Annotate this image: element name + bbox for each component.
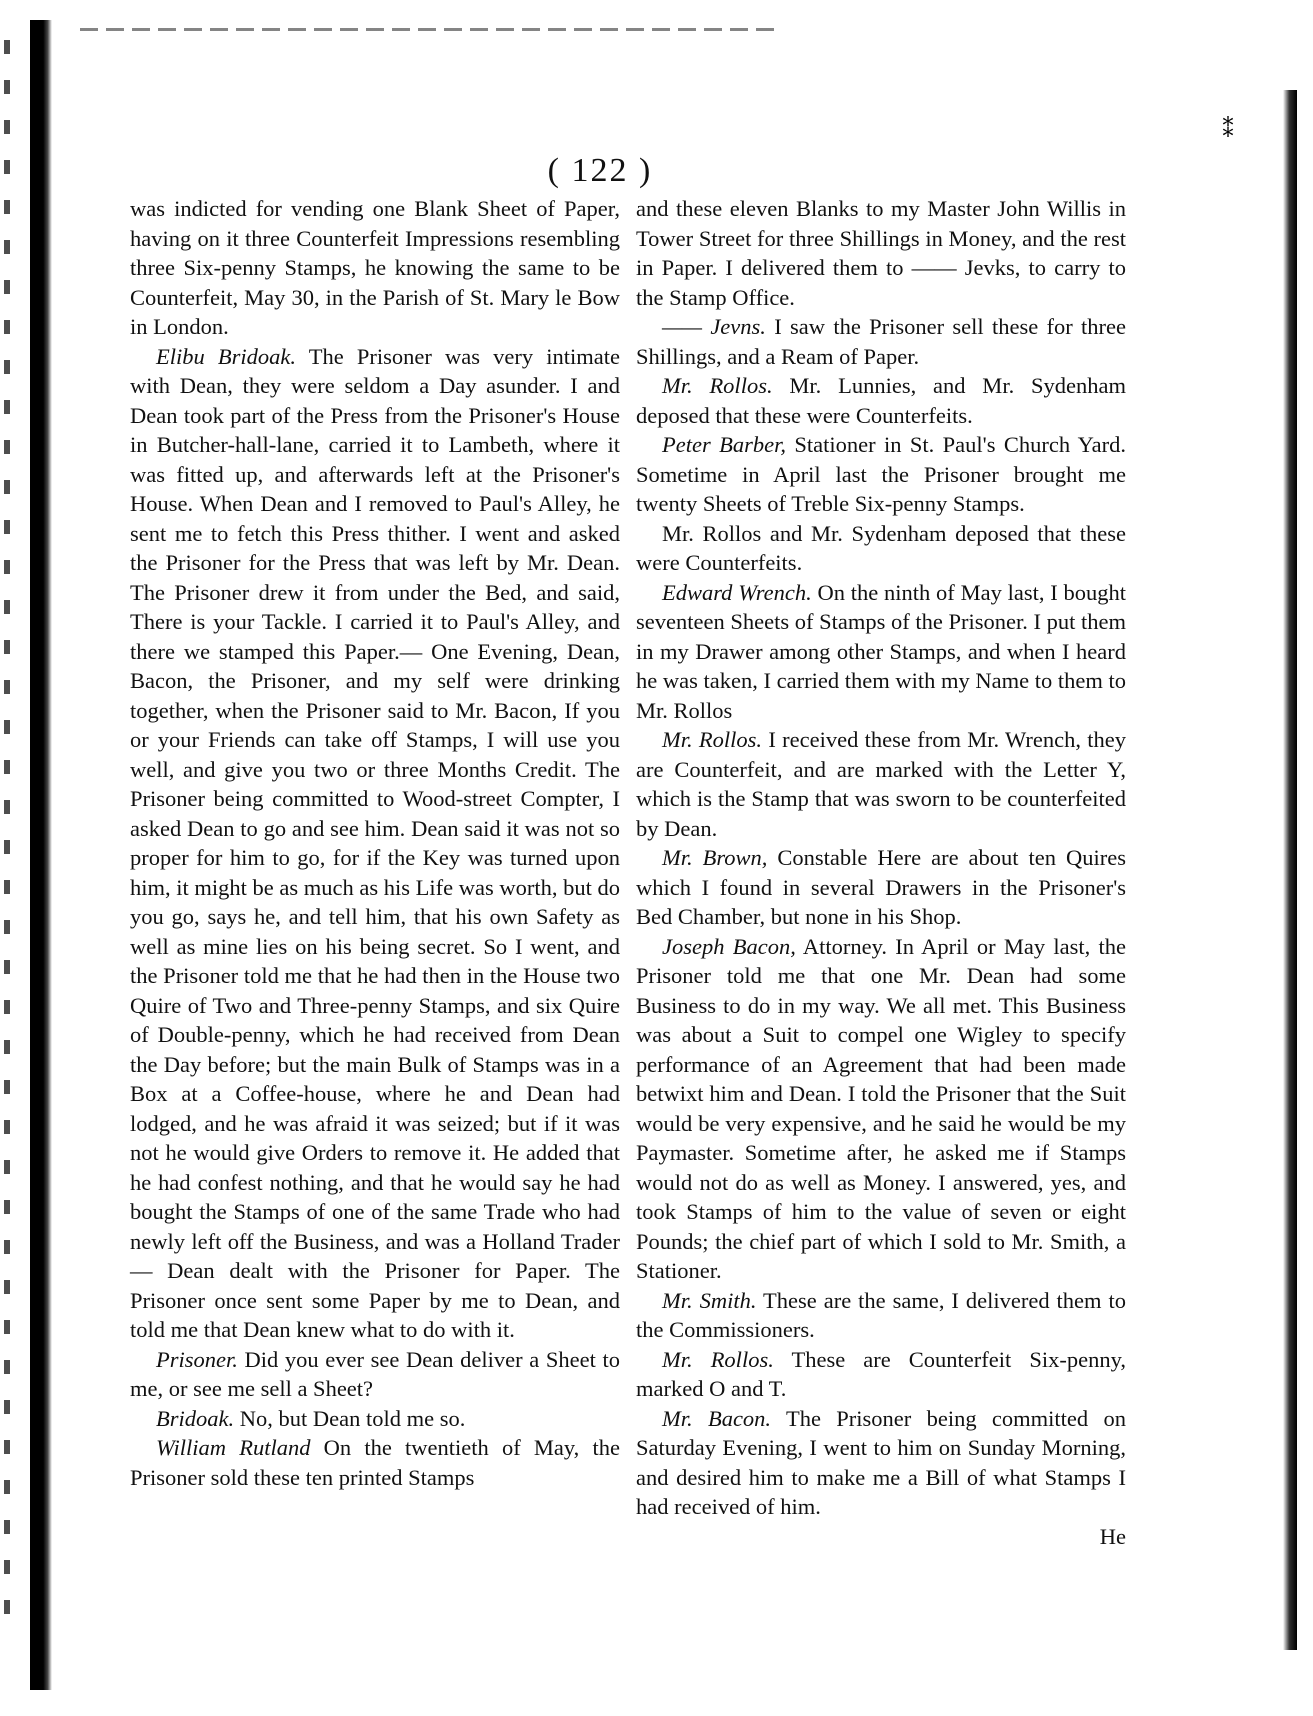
speaker-name: Prisoner. (156, 1346, 238, 1372)
paragraph (636, 932, 1126, 1286)
paragraph-text: No, but Dean told me so. (239, 1405, 466, 1431)
paragraph-text: The Prisoner being committed on Saturday Evening, I went to him on Sunday Morning, and desired him to make me a Bill of what Stamps I had received of him. (636, 1405, 1126, 1519)
paragraph (636, 1404, 1126, 1522)
paragraph (636, 430, 1126, 519)
scan-edge-noise-left (4, 40, 10, 1640)
paragraph (636, 312, 1126, 371)
paragraph (130, 1404, 620, 1434)
speaker-name: Bridoak. (156, 1405, 235, 1431)
catchword: He (1099, 1523, 1126, 1549)
paragraph-text: Mr. Lunnies, and Mr. Sydenham deposed that these were Counterfeits. (636, 373, 1126, 428)
paragraph (130, 342, 620, 1345)
paragraph-text: The Prisoner was very intimate with Dean, they were seldom a Day asunder. I and Dean took part of the Press from the Prisoner's House in Butcher-hall-lane, carried it to Lambeth, where it was fitted up, and afterwards left at the Prisoner's House. When Dean and I removed to Paul's Alley, he sent me to fetch this Press thither. I went and asked the Prisoner for the Press that was left by Mr. Dean. The Prisoner drew it from under the Bed, and said, There is your Tackle. I carried it to Paul's Alley, and there we stamped this Paper.— One Evening, Dean, Bacon, the Prisoner, and my self were drinking together, when the Prisoner said to Mr. Bacon, If you or your Friends can take off Stamps, I will use you well, and give you two or three Months Credit. The Prisoner being committed to Wood-street Compter, I asked Dean to go and see him. Dean said it was not so proper for him to go, for if the Key was turned upon him, it might be as much as his Life was worth, but do you go, says he, and tell him, that his own Safety as well as mine lies on his being secret. So I went, and the Prisoner told me that he had then in the House two Quire of Two and Three-penny Stamps, and six Quire of Double-penny, which he had received from Dean the Day before; but the main Bulk of Stamps was in a Box at a Coffee-house, where he and Dean had lodged, and he was afraid it was seized; but if it was not he would give Orders to remove it. He added that he had confest nothing, and that he would say he had bought the Stamps of one of the same Trade who had newly left off the Business, and was a Holland Trader— Dean dealt with the Prisoner for Paper. The Prisoner once sent some Paper by me to Dean, and told me that Dean knew what to do with it. (130, 343, 621, 1342)
paragraph-text: was indicted for vending one Blank Sheet of Paper, having on it three Counterfeit Impressions resembling three Six-penny Stamps, he knowing the same to be Counterfeit, May 30, in the Parish of St. Mary le Bow in London. (130, 196, 620, 339)
paragraph (636, 371, 1126, 430)
paragraph (636, 1286, 1126, 1345)
page-number: ( 122 ) (547, 152, 653, 189)
paragraph-text: and these eleven Blanks to my Master John Willis in Tower Street for three Shillings in Money, and the rest in Paper. I delivered them to —— Jevks, to carry to the Stamp Office. (636, 196, 1126, 310)
paragraph-text: Constable Here are about ten Quires which I found in several Drawers in the Prisoner's Bed Chamber, but none in his Shop. (636, 845, 1126, 929)
speaker-name: —— Jevns. (662, 314, 766, 339)
paragraph (636, 725, 1126, 843)
speaker-name: Mr. Rollos. (662, 373, 773, 398)
paragraph-text: Stationer in St. Paul's Church Yard. Sometime in April last the Prisoner brought me twenty Sheets of Treble Six-penny Stamps. (636, 432, 1126, 516)
speaker-name: Mr. Brown, (662, 845, 768, 870)
speaker-name: Mr. Smith. (662, 1287, 757, 1313)
speaker-name: Joseph Bacon, (662, 933, 796, 959)
scan-top-noise (80, 28, 780, 31)
paragraph-text: I saw the Prisoner sell these for three Shillings, and a Ream of Paper. (636, 314, 1127, 369)
scan-binding-shadow-left (30, 20, 52, 1690)
paragraph (636, 843, 1126, 932)
speaker-name: Elibu Bridoak. (156, 343, 297, 369)
paragraph (636, 194, 1126, 312)
paragraph-text: Attorney. In April or May last, the Prisoner told me that one Mr. Dean had some Business to do in my way. We all met. This Business was about a Suit to compel one Wigley to specify performance of an Agreement that had been made betwixt him and Dean. I told the Prisoner that the Suit would be very expensive, and he said he would be my Paymaster. Sometime after, he asked me if Stamps would not do as well as Money. I answered, yes, and took Stamps of him to the value of seven or eight Pounds; the chief part of which I sold to Mr. Smith, a Stationer. (636, 933, 1126, 1283)
paragraph (130, 1345, 620, 1404)
paragraph (130, 194, 620, 342)
paragraph-text: Mr. Rollos and Mr. Sydenham deposed that these were Counterfeits. (636, 520, 1126, 575)
paragraph (130, 1433, 620, 1492)
speaker-name: Edward Wrench. (662, 579, 812, 605)
paragraph-text: These are the same, I delivered them to the Commissioners. (636, 1287, 1126, 1342)
paragraph-text: On the ninth of May last, I bought seventeen Sheets of Stamps of the Prisoner. I put them in my Drawer among other Stamps, and when I heard he was taken, I carried them with my Name to them to Mr. Rollos (636, 579, 1126, 723)
speaker-name: Peter Barber, (662, 432, 786, 457)
scan-speck-mark: ⁑ (1222, 117, 1234, 142)
right-column (636, 194, 1126, 1551)
paragraph (636, 1345, 1126, 1404)
paragraph (636, 519, 1126, 578)
left-column (130, 194, 620, 1492)
speaker-name: Mr. Rollos. (662, 727, 763, 752)
paragraph-text: These are Counterfeit Six-penny, marked O and T. (636, 1346, 1126, 1401)
scan-edge-shadow-right (1283, 90, 1297, 1650)
paragraph-text: I received these from Mr. Wrench, they are Counterfeit, and are marked with the Letter Y, which is the Stamp that was sworn to be counterfeited by Dean. (636, 727, 1126, 841)
speaker-name: Mr. Bacon. (662, 1405, 772, 1431)
paragraph-text: On the twentieth of May, the Prisoner sold these ten printed Stamps (130, 1435, 620, 1490)
paragraph (636, 578, 1126, 726)
paragraph-text: Did you ever see Dean deliver a Sheet to me, or see me sell a Sheet? (130, 1346, 620, 1401)
speaker-name: William Rutland (156, 1435, 311, 1460)
speaker-name: Mr. Rollos. (662, 1346, 774, 1372)
